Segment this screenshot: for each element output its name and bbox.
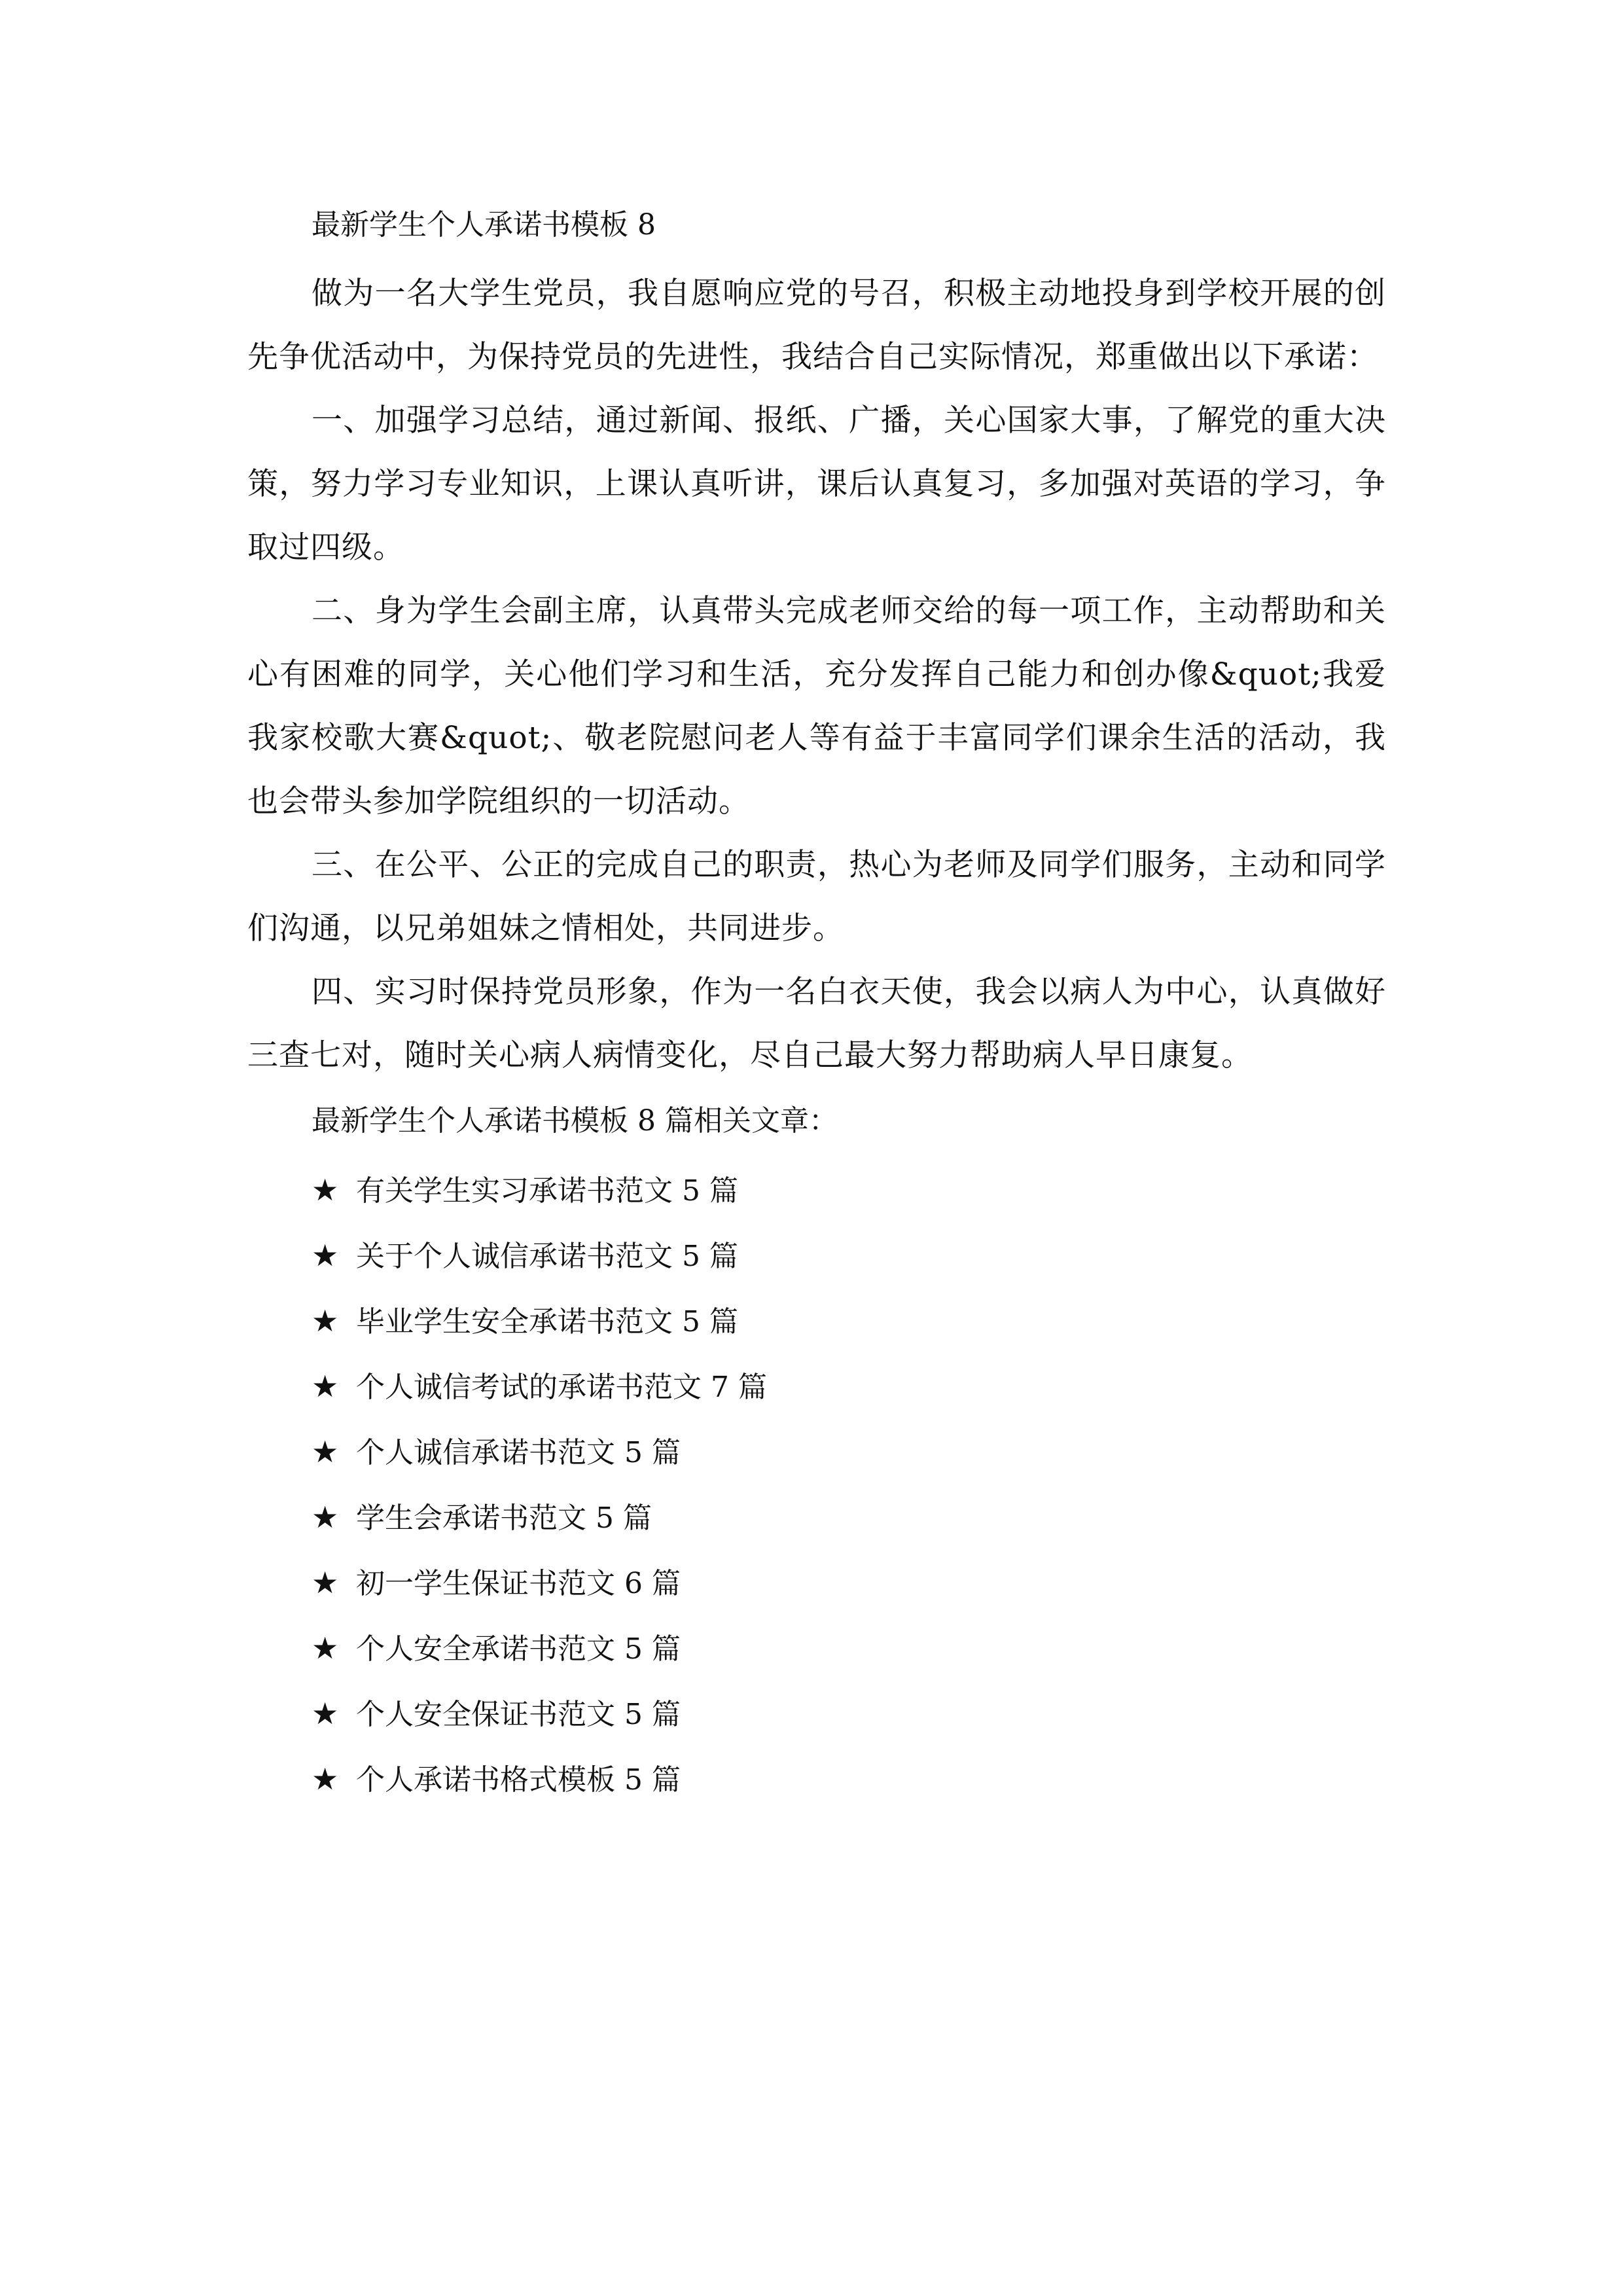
star-icon: ★	[312, 1696, 339, 1731]
related-article-item[interactable]	[312, 1747, 1386, 1812]
paragraph-commitment-1: 一、加强学习总结，通过新闻、报纸、广播，关心国家大事，了解党的重大决策，努力学习专业知识，上课认真听讲，课后认真复习，多加强对英语的学习，争取过四级。	[247, 403, 1386, 565]
related-article-item[interactable]	[312, 1616, 1386, 1681]
related-article-link[interactable]: 个人诚信承诺书范文 5 篇	[356, 1436, 681, 1469]
related-article-item[interactable]	[312, 1354, 1386, 1420]
star-icon: ★	[312, 1238, 339, 1273]
related-article-item[interactable]	[312, 1551, 1386, 1616]
related-article-link[interactable]: 个人安全承诺书范文 5 篇	[356, 1632, 681, 1666]
star-icon: ★	[312, 1303, 339, 1338]
document-title: 最新学生个人承诺书模板 8	[312, 208, 656, 242]
related-article-item[interactable]	[312, 1420, 1386, 1485]
related-article-link[interactable]: 学生会承诺书范文 5 篇	[356, 1501, 652, 1535]
paragraph-commitment-3: 三、在公平、公正的完成自己的职责，热心为老师及同学们服务，主动和同学们沟通，以兄弟姐妹之情相处，共同进步。	[247, 847, 1386, 946]
paragraph-intro: 做为一名大学生党员，我自愿响应党的号召，积极主动地投身到学校开展的创先争优活动中，为保持党员的先进性，我结合自己实际情况，郑重做出以下承诺：	[247, 276, 1386, 375]
related-article-link[interactable]: 个人承诺书格式模板 5 篇	[356, 1763, 681, 1797]
related-article-item[interactable]	[312, 1681, 1386, 1747]
related-article-link[interactable]: 关于个人诚信承诺书范文 5 篇	[356, 1240, 738, 1273]
star-icon: ★	[312, 1369, 339, 1404]
document-body	[247, 203, 1386, 1812]
paragraph-commitment-2: 二、身为学生会副主席，认真带头完成老师交给的每一项工作，主动帮助和关心有困难的同学，关心他们学习和生活，充分发挥自己能力和创办像&quot;我爱我家校歌大赛&quot;、敬老院慰问老人等有益于丰富同学们课余生活的活动，我也会带头参加学院组织的一切活动。	[247, 593, 1386, 819]
star-icon: ★	[312, 1630, 339, 1666]
related-article-item[interactable]	[312, 1289, 1386, 1354]
related-article-item[interactable]	[312, 1158, 1386, 1223]
related-article-link[interactable]: 个人诚信考试的承诺书范文 7 篇	[356, 1371, 767, 1404]
paragraph-commitment-4: 四、实习时保持党员形象，作为一名白衣天使，我会以病人为中心，认真做好三查七对，随时关心病人病情变化，尽自己最大努力帮助病人早日康复。	[247, 974, 1386, 1073]
related-article-link[interactable]: 有关学生实习承诺书范文 5 篇	[356, 1174, 738, 1208]
related-article-item[interactable]	[312, 1223, 1386, 1289]
star-icon: ★	[312, 1499, 339, 1535]
related-article-link[interactable]: 毕业学生安全承诺书范文 5 篇	[356, 1305, 738, 1338]
star-icon: ★	[312, 1172, 339, 1208]
related-articles-list	[247, 1158, 1386, 1812]
star-icon: ★	[312, 1434, 339, 1469]
related-article-link[interactable]: 个人安全保证书范文 5 篇	[356, 1698, 681, 1731]
related-articles-heading: 最新学生个人承诺书模板 8 篇相关文章：	[312, 1104, 838, 1138]
related-article-item[interactable]	[312, 1485, 1386, 1551]
star-icon: ★	[312, 1565, 339, 1600]
star-icon: ★	[312, 1761, 339, 1797]
related-article-link[interactable]: 初一学生保证书范文 6 篇	[356, 1567, 681, 1600]
